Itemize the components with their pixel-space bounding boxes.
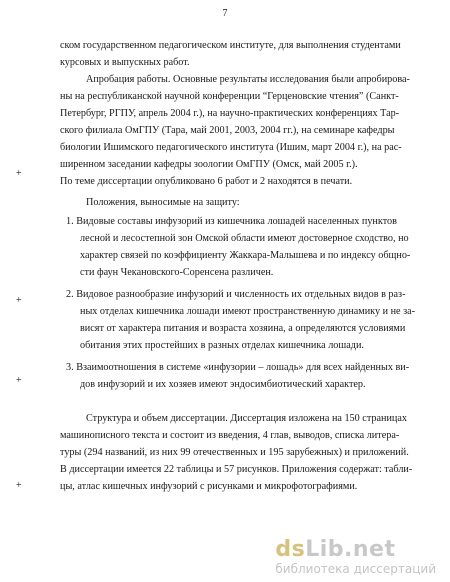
text-line-16: ных отделах кишечника лошади имеют пространственную динамику и не за- (80, 306, 416, 317)
text-line-12: лесной и лесостепной зон Омской области имеют достоверное сходство, но (80, 233, 409, 244)
text-line-6: ского филиала ОмГПУ (Тара, май 2001, 2003, 2004 гг.), на семинаре кафедры (60, 125, 395, 136)
text-line-8: ширенном заседании кафедры зоологии ОмГПУ (Омск, май 2005 г.). (60, 159, 358, 170)
text-line-19: 3. Взаимоотношения в системе «инфузории – лошадь» для всех найденных ви- (66, 362, 410, 373)
text-line-22: машинописного текста и состоит из введения, 4 глав, выводов, списка литера- (60, 430, 400, 441)
text-line-18: обитания этих простейших в разных отделах кишечника лошади. (80, 340, 364, 351)
text-line-15: 2. Видовое разнообразие инфузорий и численность их отдельных видов в раз- (66, 289, 406, 300)
text-line-20: дов инфузорий и их хозяев имеют эндосимбиотический характер. (80, 379, 366, 390)
margin-mark: + (16, 295, 22, 306)
text-line-25: цы, атлас кишечных инфузорий с рисунками и микрофотографиями. (60, 481, 358, 492)
text-line-3: Апробация работы. Основные результаты исследования были апробирова- (86, 74, 410, 85)
watermark (275, 538, 436, 576)
text-line-11: 1. Видовые составы инфузорий из кишечника лошадей населенных пунктов (66, 216, 397, 227)
text-line-13: характер связей по коэффициенту Жаккара-Малышева и по индексу общно- (80, 250, 411, 261)
text-line-23: туры (294 названий, из них 99 отечественных и 195 зарубежных) и приложений. (60, 447, 409, 458)
text-line-4: ны на республиканской научной конференции “Герценовские чтения” (Санкт- (60, 91, 399, 102)
text-line-21: Структура и объем диссертации. Диссертация изложена на 150 страницах (86, 413, 407, 424)
page-number: 7 (222, 8, 228, 19)
watermark-site-rest: Lib.net (305, 537, 396, 562)
watermark-site (275, 538, 436, 562)
text-line-24: В диссертации имеется 22 таблицы и 57 рисунков. Приложения содержат: табли- (60, 464, 413, 475)
text-line-10: Положения, выносимые на защиту: (86, 197, 240, 208)
text-line-14: сти фаун Чекановского-Соренсена различен. (80, 267, 274, 278)
margin-mark: + (16, 168, 22, 179)
text-line-1: ском государственном педагогическом институте, для выполнения студентами (60, 40, 401, 51)
margin-mark: + (16, 375, 22, 386)
text-line-7: биологии Ишимского педагогического института (Ишим, март 2004 г.), на рас- (60, 142, 402, 153)
margin-mark: + (16, 480, 22, 491)
text-line-9: По теме диссертации опубликовано 6 работ и 2 находятся в печати. (60, 176, 353, 187)
watermark-site-accent: ds (275, 537, 306, 562)
text-line-2: курсовых и выпускных работ. (60, 57, 190, 68)
watermark-caption: библиотека диссертаций (275, 562, 436, 576)
text-line-17: висят от характера питания и возраста хозяина, а определяются условиями (80, 323, 406, 334)
text-line-5: Петербург, РГПУ, апрель 2004 г.), на научно-практических конференциях Тар- (60, 108, 400, 119)
